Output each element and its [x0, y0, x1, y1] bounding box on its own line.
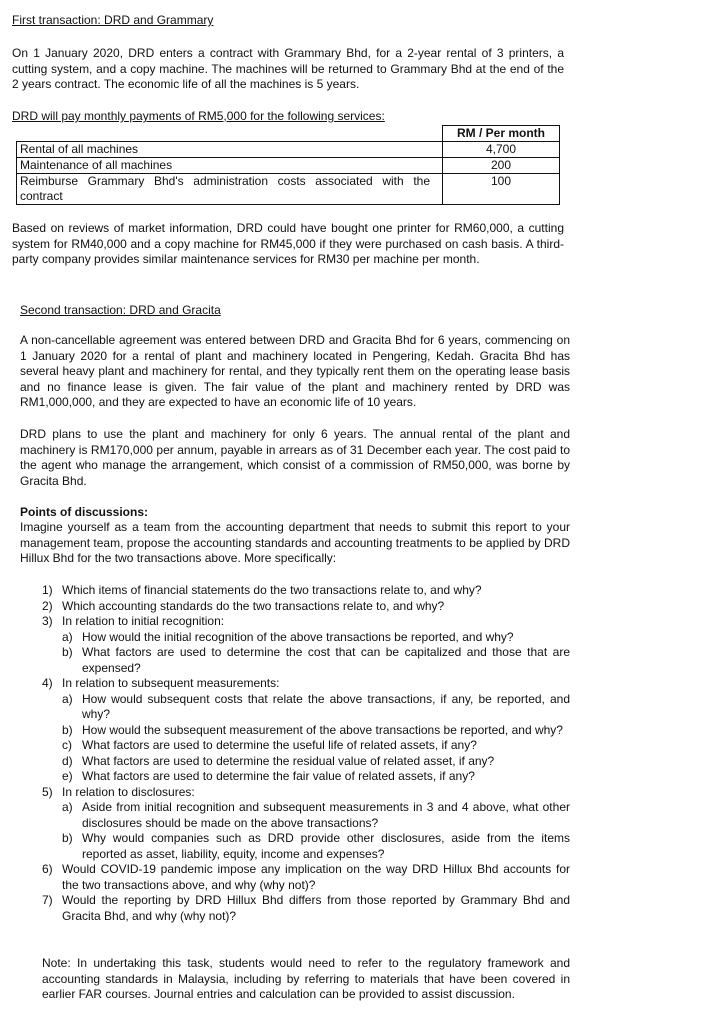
list-item: b) How would the subsequent measurement of the above transactions be reported, and why?	[62, 722, 563, 737]
question-2: Which accounting standards do the two transactions relate to, and why?	[62, 598, 445, 613]
list-item: b) What factors are used to determine the cost that can be capitalized and those that are expensed?	[62, 645, 570, 675]
table-cell-amount: 100	[443, 174, 560, 205]
question-4b: How would the subsequent measurement of the above transactions be reported, and why?	[82, 722, 563, 737]
list-item: c) What factors are used to determine the useful life of related assets, if any?	[62, 738, 477, 752]
table-row	[17, 142, 560, 158]
question-5a: Aside from initial recognition and subsequent measurements in 3 and 4 above, what other disclosures should be made on the above transactions?	[82, 800, 570, 830]
question-5: In relation to disclosures:	[62, 784, 195, 799]
list-item: b) Why would companies such as DRD provide other disclosures, aside from the items reported as asset, liability, equity, income and expenses?	[62, 831, 570, 861]
list-item: 2) Which accounting standards do the two transactions relate to, and why?	[42, 598, 445, 613]
table-cell-service: Rental of all machines	[17, 142, 443, 158]
market-info-paragraph: Based on reviews of market information, DRD could have bought one printer for RM60,000, a cutting system for RM40,000 and a copy machine for RM45,000 if they were purchased on cash basis. A third-party company provides similar maintenance services for RM30 per machine per month.	[12, 221, 564, 266]
first-transaction-heading: First transaction: DRD and Grammary	[12, 13, 214, 27]
second-transaction-paragraph-2: DRD plans to use the plant and machinery for only 6 years. The annual rental of the plant and machinery is RM170,000 per annum, payable in arrears as of 31 December each year. The cost paid to the agent who manage the arrangement, which consist of a commission of RM50,000, was borne by Gracita Bhd.	[20, 427, 570, 488]
second-transaction-heading: Second transaction: DRD and Gracita	[20, 303, 221, 317]
list-item: 3) In relation to initial recognition:	[42, 614, 225, 628]
list-item: d) What factors are used to determine the residual value of related asset, if any?	[62, 753, 495, 768]
table-cell-service: Maintenance of all machines	[17, 158, 443, 174]
note-paragraph: Note: In undertaking this task, students would need to refer to the regulatory framework and accounting standards in Malaysia, including by referring to materials that have been covered in earlier FAR courses. Journal entries and calculation can be provided to assist discussion.	[42, 956, 570, 1001]
second-transaction-paragraph-1: A non-cancellable agreement was entered between DRD and Gracita Bhd for 6 years, commencing on 1 January 2020 for a rental of plant and machinery located in Pengering, Kedah. Gracita Bhd has several heavy plant and machinery for rental, and they typically rent them on the operating lease basis and no finance lease is given. The fair value of the plant and machinery rented by DRD was RM1,000,000, and they are expected to have an economic life of 10 years.	[20, 333, 570, 409]
table-cell-amount: 4,700	[443, 142, 560, 158]
points-intro: Imagine yourself as a team from the accounting department that needs to submit this report to your management team, propose the accounting standards and accounting treatments to be applied by DRD Hillux Bhd for the two transactions above. More specifically:	[20, 520, 570, 565]
question-4d: What factors are used to determine the residual value of related asset, if any?	[82, 753, 495, 768]
table-header-empty	[17, 126, 443, 142]
question-4e: What factors are used to determine the fair value of related assets, if any?	[82, 769, 475, 783]
table-cell-amount: 200	[443, 158, 560, 174]
question-4a: How would subsequent costs that relate the above transactions, if any, be reported, and why?	[82, 691, 570, 721]
first-transaction-intro: On 1 January 2020, DRD enters a contract with Grammary Bhd, for a 2-year rental of 3 printers, a cutting system, and a copy machine. The machines will be returned to Grammary Bhd at the end of the 2 years contract. The economic life of all the machines is 5 years.	[12, 46, 564, 91]
question-3: In relation to initial recognition:	[62, 614, 225, 628]
question-1: Which items of financial statements do the two transactions relate to, and why?	[62, 583, 482, 597]
list-item: a) How would the initial recognition of the above transactions be reported, and why?	[62, 629, 514, 644]
question-4c: What factors are used to determine the useful life of related assets, if any?	[82, 738, 477, 752]
question-6: Would COVID-19 pandemic impose any implication on the way DRD Hillux Bhd accounts for the two transactions above, and why (why not)?	[62, 862, 570, 892]
list-item: e) What factors are used to determine the fair value of related assets, if any?	[62, 769, 475, 783]
question-3b: What factors are used to determine the cost that can be capitalized and those that are expensed?	[82, 645, 570, 675]
question-5b: Why would companies such as DRD provide other disclosures, aside from the items reported as asset, liability, equity, income and expenses?	[82, 831, 570, 861]
list-item: 7) Would the reporting by DRD Hillux Bhd differs from those reported by Grammary Bhd and Gracita Bhd, and why (why not)?	[42, 893, 570, 923]
services-table	[16, 125, 560, 205]
list-item: a) How would subsequent costs that relate the above transactions, if any, be reported, and why?	[62, 691, 570, 721]
payment-line: DRD will pay monthly payments of RM5,000 for the following services:	[12, 109, 385, 123]
list-item: 6) Would COVID-19 pandemic impose any implication on the way DRD Hillux Bhd accounts for the two transactions above, and why (why not)?	[42, 862, 570, 892]
list-item: 5) In relation to disclosures:	[42, 784, 195, 799]
question-7: Would the reporting by DRD Hillux Bhd differs from those reported by Grammary Bhd and Gracita Bhd, and why (why not)?	[62, 893, 570, 923]
points-heading: Points of discussions:	[20, 505, 149, 519]
list-item: 4) In relation to subsequent measurements:	[42, 676, 280, 690]
table-header-amount: RM / Per month	[443, 126, 560, 142]
question-3a: How would the initial recognition of the above transactions be reported, and why?	[82, 629, 514, 644]
discussion-questions	[42, 583, 570, 924]
question-4: In relation to subsequent measurements:	[62, 676, 280, 690]
table-header-row	[17, 126, 560, 142]
table-row	[17, 158, 560, 174]
list-item: a) Aside from initial recognition and subsequent measurements in 3 and 4 above, what other disclosures should be made on the above transactions?	[62, 800, 570, 830]
list-item: 1) Which items of financial statements do the two transactions relate to, and why?	[42, 583, 482, 597]
table-row	[17, 174, 560, 205]
table-cell-service: Reimburse Grammary Bhd's administration costs associated with the contract	[17, 174, 443, 205]
